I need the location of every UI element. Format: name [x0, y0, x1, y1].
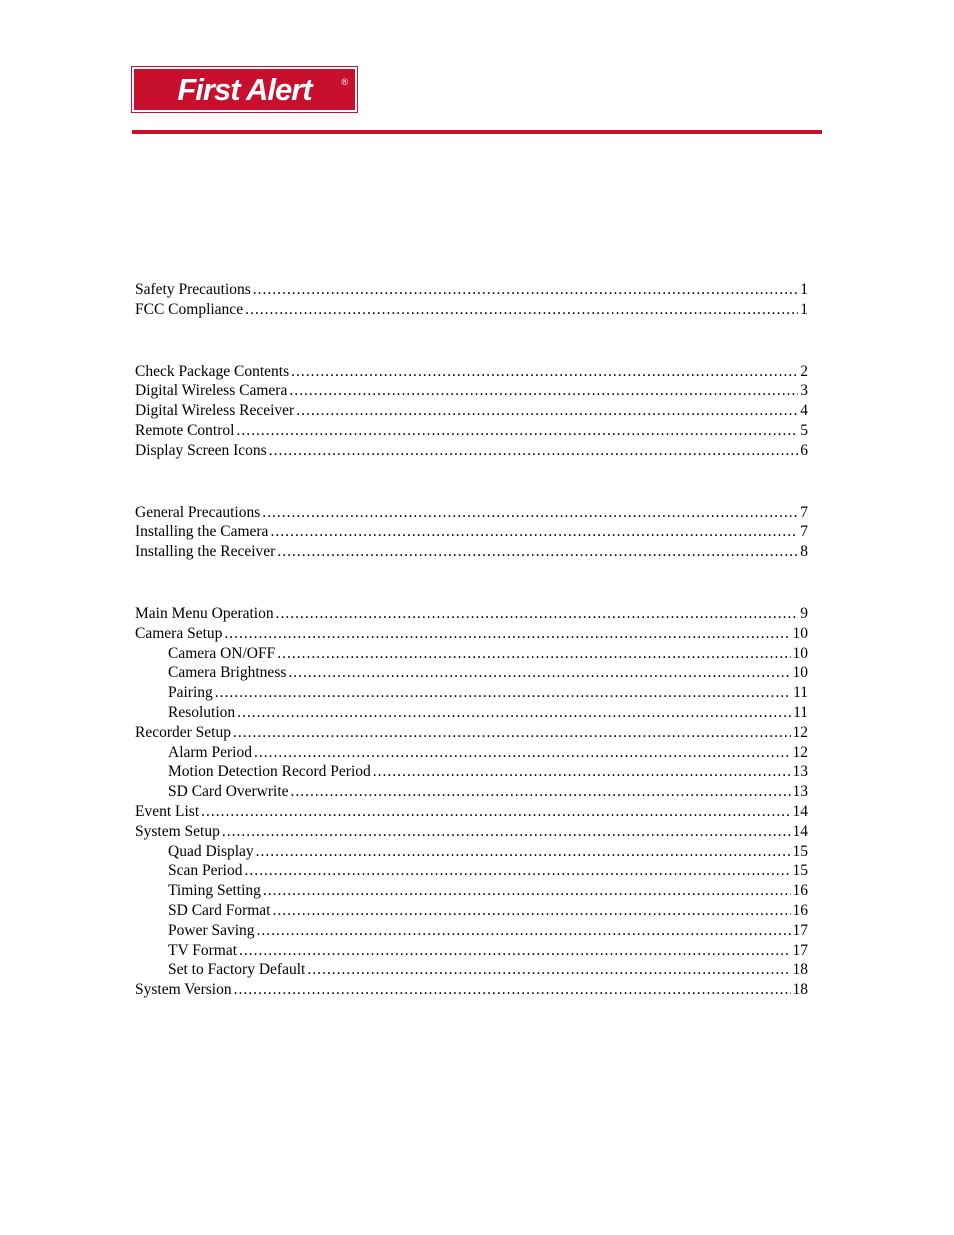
toc-dot-leader [254, 743, 791, 763]
toc-entry-title: Digital Wireless Camera [135, 382, 288, 400]
toc-dot-leader [289, 381, 798, 401]
toc-dot-leader [272, 901, 790, 921]
toc-dot-leader [239, 941, 790, 961]
toc-dot-leader [373, 762, 791, 782]
toc-entry-title: Power Saving [168, 921, 255, 939]
toc-dot-leader [296, 401, 798, 421]
toc-page-number: 18 [792, 961, 808, 979]
toc-page-number: 5 [800, 421, 808, 439]
toc-entry-title: Digital Wireless Receiver [135, 402, 295, 420]
toc-subentry[interactable] [135, 941, 808, 961]
toc-entry-title: Recorder Setup [135, 723, 231, 741]
toc-entry-title: SD Card Format [168, 901, 271, 919]
toc-entry-title: Resolution [168, 703, 236, 721]
toc-entry-title: Motion Detection Record Period [168, 763, 371, 781]
toc-page-number: 14 [792, 802, 808, 820]
toc-page-number: 13 [792, 783, 808, 801]
toc-page-number: 11 [793, 703, 808, 721]
toc-dot-leader [263, 881, 791, 901]
toc-dot-leader [234, 980, 791, 1000]
toc-dot-leader [291, 782, 791, 802]
toc-entry-title: Remote Control [135, 421, 235, 439]
toc-subentry[interactable] [135, 901, 808, 921]
toc-dot-leader [288, 663, 790, 683]
toc-dot-leader [236, 421, 798, 441]
toc-page-number: 12 [792, 723, 808, 741]
toc-page-number: 10 [792, 664, 808, 682]
toc-subentry[interactable] [135, 663, 808, 683]
toc-entry-title: Installing the Camera [135, 523, 269, 541]
toc-entry-title: SD Card Overwrite [168, 783, 289, 801]
toc-entry-title: Camera ON/OFF [168, 644, 276, 662]
toc-page-number: 8 [800, 543, 808, 561]
toc-subentry[interactable] [135, 743, 808, 763]
registered-mark: ® [341, 77, 348, 87]
toc-entry-title: Event List [135, 802, 200, 820]
toc-page-number: 1 [800, 281, 808, 298]
toc-entry[interactable] [135, 300, 808, 320]
toc-page-number: 4 [800, 402, 808, 420]
toc-section [135, 604, 808, 1000]
toc-page-number: 1 [800, 300, 808, 318]
toc-dot-leader [222, 822, 791, 842]
toc-entry[interactable] [135, 280, 808, 300]
first-alert-logo [132, 67, 357, 112]
toc-dot-leader [270, 522, 798, 542]
logo-text: First Alert [177, 72, 312, 107]
toc-dot-leader [256, 842, 791, 862]
toc-entry[interactable] [135, 441, 808, 461]
toc-page-number: 10 [792, 624, 808, 642]
toc-page-number: 13 [792, 763, 808, 781]
toc-entry[interactable] [135, 401, 808, 421]
toc-dot-leader [201, 802, 790, 822]
toc-entry-title: TV Format [168, 941, 238, 959]
toc-subentry[interactable] [135, 683, 808, 703]
toc-subentry[interactable] [135, 644, 808, 664]
toc-entry[interactable] [135, 980, 808, 1000]
toc-entry-title: FCC Compliance [135, 300, 244, 318]
toc-section [135, 280, 808, 320]
toc-page-number: 18 [792, 981, 808, 999]
toc-dot-leader [277, 542, 798, 562]
toc-page-number: 17 [792, 921, 808, 939]
toc-page-number: 17 [792, 941, 808, 959]
toc-dot-leader [262, 503, 798, 523]
toc-entry-title: Main Menu Operation [135, 604, 274, 622]
toc-page-number: 2 [800, 362, 808, 380]
toc-entry[interactable] [135, 522, 808, 542]
toc-page-number: 15 [792, 842, 808, 860]
toc-dot-leader [257, 921, 791, 941]
toc-page-number: 7 [800, 523, 808, 541]
toc-entry[interactable] [135, 723, 808, 743]
toc-dot-leader [276, 604, 799, 624]
table-of-contents [135, 280, 808, 1042]
toc-page-number: 11 [793, 684, 808, 702]
toc-subentry[interactable] [135, 881, 808, 901]
toc-entry-title: Camera Setup [135, 624, 223, 642]
toc-page-number: 15 [792, 862, 808, 880]
toc-entry-title: Camera Brightness [168, 664, 287, 682]
toc-subentry[interactable] [135, 703, 808, 723]
toc-entry-title: System Version [135, 981, 232, 999]
toc-section [135, 362, 808, 461]
toc-subentry[interactable] [135, 782, 808, 802]
toc-page-number: 7 [800, 503, 808, 521]
toc-dot-leader [269, 441, 799, 461]
toc-entry-title: Display Screen Icons [135, 441, 267, 459]
toc-entry-title: Alarm Period [168, 743, 252, 761]
header-divider [132, 130, 822, 134]
toc-entry[interactable] [135, 822, 808, 842]
toc-entry-title: Check Package Contents [135, 362, 290, 380]
toc-entry-title: Timing Setting [168, 882, 261, 900]
toc-subentry[interactable] [135, 762, 808, 782]
toc-entry-title: Quad Display [168, 842, 254, 860]
toc-dot-leader [307, 960, 790, 980]
toc-dot-leader [244, 861, 790, 881]
toc-entry[interactable] [135, 802, 808, 822]
toc-entry[interactable] [135, 542, 808, 562]
toc-dot-leader [237, 703, 791, 723]
toc-page-number: 14 [792, 822, 808, 840]
toc-entry[interactable] [135, 624, 808, 644]
toc-page-number: 16 [792, 901, 808, 919]
toc-dot-leader [233, 723, 791, 743]
toc-section [135, 503, 808, 562]
toc-page-number: 10 [792, 644, 808, 662]
toc-subentry[interactable] [135, 921, 808, 941]
toc-subentry[interactable] [135, 960, 808, 980]
toc-entry-title: Pairing [168, 684, 213, 702]
toc-page-number: 12 [792, 743, 808, 761]
toc-entry[interactable] [135, 421, 808, 441]
toc-entry-title: System Setup [135, 822, 220, 840]
toc-entry-title: Scan Period [168, 862, 243, 880]
toc-dot-leader [253, 280, 798, 300]
toc-entry[interactable] [135, 362, 808, 382]
toc-entry[interactable] [135, 503, 808, 523]
toc-subentry[interactable] [135, 861, 808, 881]
toc-dot-leader [215, 683, 791, 703]
toc-page-number: 6 [800, 441, 808, 459]
toc-page-number: 9 [800, 604, 808, 622]
toc-entry-title: General Precautions [135, 503, 261, 521]
toc-dot-leader [245, 300, 798, 320]
toc-subentry[interactable] [135, 842, 808, 862]
toc-dot-leader [224, 624, 790, 644]
toc-entry[interactable] [135, 604, 808, 624]
toc-dot-leader [291, 362, 798, 382]
toc-dot-leader [277, 644, 790, 664]
toc-entry-title: Set to Factory Default [168, 961, 306, 979]
toc-entry-title: Safety Precautions [135, 281, 251, 298]
toc-page-number: 16 [792, 882, 808, 900]
toc-entry-title: Installing the Receiver [135, 543, 276, 561]
toc-page-number: 3 [800, 382, 808, 400]
toc-entry[interactable] [135, 381, 808, 401]
